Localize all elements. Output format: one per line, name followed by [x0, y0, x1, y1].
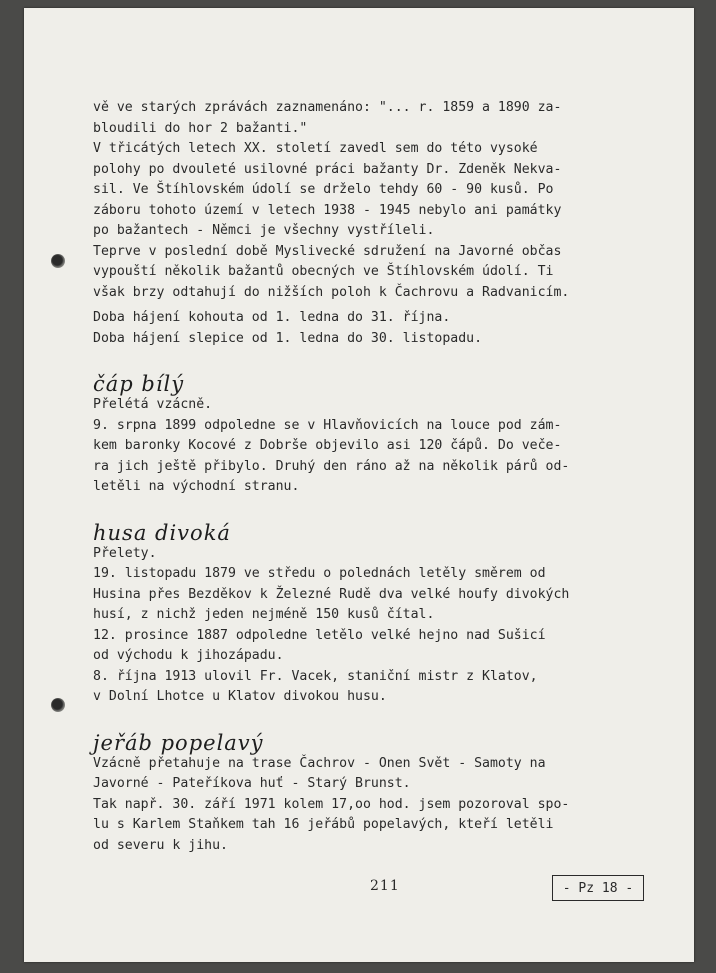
text-line: Teprve v poslední době Myslivecké sdružení na Javorné občas [93, 243, 562, 259]
text-line: kem baronky Kocové z Dobrše objevilo asi 120 čápů. Do veče- [93, 438, 562, 453]
text-line: Doba hájení kohouta od 1. ledna do 31. října. [93, 310, 451, 325]
section-heading: jeřáb popelavý [93, 730, 264, 755]
hunting-season [93, 308, 593, 349]
text-line: 19. listopadu 1879 ve středu o polednách letěly směrem od [93, 566, 546, 581]
text-line: záboru tohoto území v letech 1938 - 1945 nebylo ani památky [93, 202, 562, 218]
section-goose [93, 516, 593, 708]
section-stork [93, 367, 593, 498]
text-line: 12. prosince 1887 odpoledne letělo velké hejno nad Sušicí [93, 627, 546, 643]
text-line: husí, z nichž jeden nejméně 150 kusů čítal. [93, 607, 435, 622]
text-line: Přelétá vzácně. [93, 397, 213, 412]
text-line: 8. října 1913 ulovil Fr. Vacek, staniční mistr z Klatov, [93, 668, 538, 684]
text-line: ra jich ještě přibylo. Druhý den ráno až na několik párů od- [93, 458, 570, 474]
punch-hole-top [51, 254, 65, 268]
text-line: Vzácně přetahuje na trase Čachrov - Onen Svět - Samoty na [93, 755, 546, 771]
text-line: v Dolní Lhotce u Klatov divokou husu. [93, 689, 387, 704]
text-line: Přelety. [93, 545, 157, 561]
text-line: bloudili do hor 2 bažanti." [93, 120, 308, 136]
page-number: 211 [370, 878, 400, 894]
text-line: od severu k jihu. [93, 837, 228, 853]
intro-paragraph [93, 98, 593, 303]
document-body [93, 98, 593, 856]
text-line: Husina přes Bezděkov k Železné Rudě dva velké houfy divokých [93, 586, 570, 602]
text-line: Javorné - Pateříkova huť - Starý Brunst. [93, 776, 411, 791]
text-line: po bažantech - Němci je všechny vystříleli. [93, 223, 435, 238]
text-line: od východu k jihozápadu. [93, 648, 284, 663]
page-code: - Pz 18 - [562, 880, 634, 896]
text-line: Doba hájení slepice od 1. ledna do 30. listopadu. [93, 330, 483, 346]
page-code-box [552, 875, 644, 901]
section-crane [93, 726, 593, 857]
section-heading: čáp bílý [93, 372, 185, 396]
text-line: V třicátých letech XX. století zavedl sem do této vysoké [93, 141, 538, 156]
text-line: sil. Ve Štíhlovském údolí se drželo tehdy 60 - 90 kusů. Po [93, 182, 554, 197]
text-line: však brzy odtahují do nižších poloh k Čachrovu a Radvanicím. [93, 284, 570, 300]
text-line: vě ve starých zprávách zaznamenáno: "... r. 1859 a 1890 za- [93, 100, 562, 115]
text-line: letěli na východní stranu. [93, 479, 300, 494]
punch-hole-bottom [51, 698, 65, 712]
text-line: 9. srpna 1899 odpoledne se v Hlavňovicích na louce pod zám- [93, 417, 562, 433]
text-line: Tak např. 30. září 1971 kolem 17,oo hod. jsem pozoroval spo- [93, 796, 570, 812]
text-line: lu s Karlem Staňkem tah 16 jeřábů popelavých, kteří letěli [93, 817, 554, 832]
text-line: polohy po dvouleté usilovné práci bažanty Dr. Zdeněk Nekva- [93, 161, 562, 177]
text-line: vypouští několik bažantů obecných ve Štíhlovském údolí. Ti [93, 264, 554, 279]
section-heading: husa divoká [93, 520, 231, 545]
